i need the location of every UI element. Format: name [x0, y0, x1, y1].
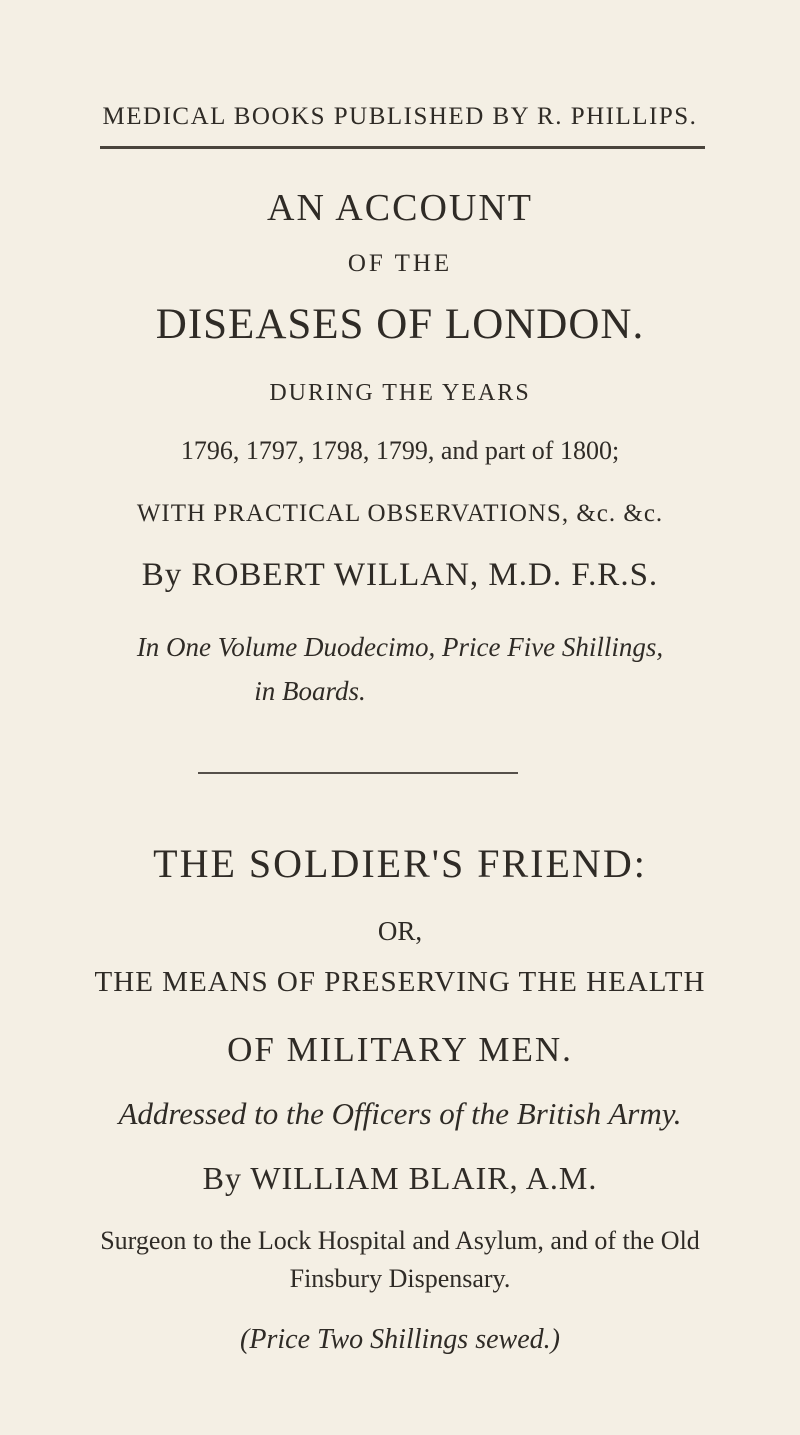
book1-title-during: DURING THE YEARS [269, 380, 531, 406]
book2-author: By WILLIAM BLAIR, A.M. [202, 1160, 598, 1196]
book1-price-line1: In One Volume Duodecimo, Price Five Shillings, [136, 632, 664, 662]
book1-author: By ROBERT WILLAN, M.D. F.R.S. [141, 557, 659, 593]
header-rule [100, 146, 705, 149]
book1-title-of-the: OF THE [347, 250, 453, 277]
book2-address: Addressed to the Officers of the British Army. [118, 1096, 682, 1131]
page-header: MEDICAL BOOKS PUBLISHED BY R. PHILLIPS. [102, 103, 698, 130]
book2-title-or: OR, [377, 916, 423, 946]
book2-price: (Price Two Shillings sewed.) [240, 1324, 560, 1355]
book1-years: 1796, 1797, 1798, 1799, and part of 1800; [180, 436, 620, 465]
book2-role-line2: Finsbury Dispensary. [289, 1264, 511, 1293]
book2-title-soldiers-friend: THE SOLDIER'S FRIEND: [153, 841, 647, 886]
book1-subtitle: WITH PRACTICAL OBSERVATIONS, &c. &c. [136, 500, 664, 527]
book2-title-means: THE MEANS OF PRESERVING THE HEALTH [94, 966, 706, 998]
book1-price-line2: in Boards. [254, 676, 366, 706]
book2-title-military: OF MILITARY MEN. [227, 1030, 573, 1069]
book1-title-account: AN ACCOUNT [267, 187, 533, 229]
book2-role-line1: Surgeon to the Lock Hospital and Asylum, and of the Old [100, 1226, 700, 1255]
section-divider [198, 772, 518, 774]
book1-title-diseases: DISEASES OF LONDON. [155, 301, 645, 348]
